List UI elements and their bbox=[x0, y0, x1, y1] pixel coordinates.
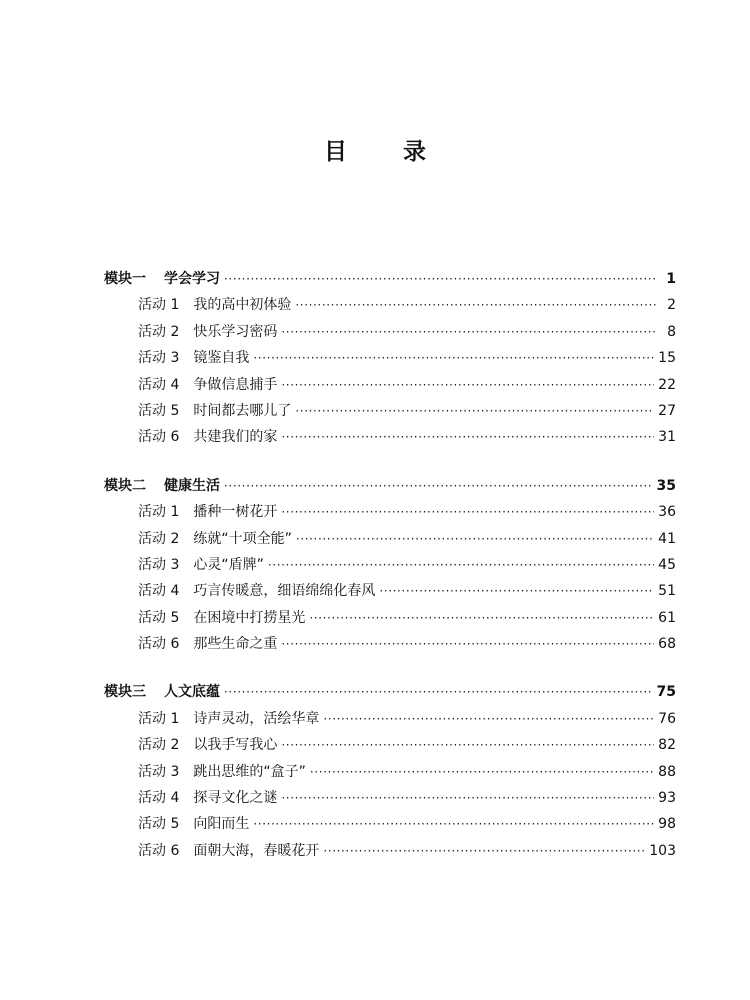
activity-entry[interactable] bbox=[104, 424, 676, 450]
dot-leader bbox=[268, 552, 654, 578]
module-label bbox=[104, 266, 220, 292]
page-number: 51 bbox=[658, 583, 676, 600]
activity-number: 活动 4 bbox=[138, 790, 180, 807]
activity-entry[interactable] bbox=[104, 811, 676, 837]
activity-number: 活动 6 bbox=[138, 429, 180, 446]
activity-entry[interactable] bbox=[104, 605, 676, 631]
page-title: 目 录 bbox=[323, 139, 450, 165]
page-number: 8 bbox=[667, 323, 676, 340]
module-heading[interactable] bbox=[104, 266, 676, 292]
activity-entry[interactable] bbox=[104, 499, 676, 525]
activity-entry[interactable] bbox=[104, 292, 676, 318]
activity-entry[interactable] bbox=[104, 732, 676, 758]
activity-number: 活动 3 bbox=[138, 763, 180, 780]
page-number: 98 bbox=[658, 816, 676, 833]
dot-leader bbox=[295, 398, 654, 424]
activity-number: 活动 4 bbox=[138, 583, 180, 600]
activity-label bbox=[138, 706, 319, 732]
activity-label bbox=[138, 292, 291, 318]
activity-number: 活动 5 bbox=[138, 816, 180, 833]
activity-name: 那些生命之重 bbox=[193, 636, 278, 653]
activity-label bbox=[138, 759, 306, 785]
activity-name: 在困境中打捞星光 bbox=[193, 609, 306, 626]
page-number: 31 bbox=[658, 429, 676, 446]
activity-number: 活动 2 bbox=[138, 737, 180, 754]
activity-entry[interactable] bbox=[104, 759, 676, 785]
module-name: 学会学习 bbox=[164, 270, 220, 287]
dot-leader bbox=[224, 266, 658, 292]
activity-number: 活动 2 bbox=[138, 323, 180, 340]
activity-number: 活动 1 bbox=[138, 710, 180, 727]
activity-name: 面朝大海，春暖花开 bbox=[193, 842, 320, 859]
module-number: 模块三 bbox=[104, 684, 146, 701]
activity-entry[interactable] bbox=[104, 838, 676, 864]
page-number: 2 bbox=[667, 297, 676, 314]
page-number: 82 bbox=[658, 737, 676, 754]
page-number: 1 bbox=[666, 270, 676, 287]
activity-name: 争做信息捕手 bbox=[193, 376, 278, 393]
activity-name: 时间都去哪儿了 bbox=[193, 402, 292, 419]
activity-label bbox=[138, 372, 277, 398]
dot-leader bbox=[253, 811, 654, 837]
activity-label bbox=[138, 499, 277, 525]
module-1 bbox=[104, 266, 676, 451]
activity-label bbox=[138, 785, 277, 811]
page-number: 15 bbox=[658, 350, 676, 367]
dot-leader bbox=[295, 292, 658, 318]
activity-number: 活动 5 bbox=[138, 402, 180, 419]
activity-number: 活动 4 bbox=[138, 376, 180, 393]
activity-entry[interactable] bbox=[104, 372, 676, 398]
dot-leader bbox=[281, 499, 654, 525]
page-number: 103 bbox=[649, 842, 676, 859]
activity-number: 活动 3 bbox=[138, 350, 180, 367]
activity-label bbox=[138, 319, 277, 345]
activity-name: 诗声灵动，活绘华章 bbox=[193, 710, 320, 727]
module-name: 人文底蕴 bbox=[164, 684, 220, 701]
page-number: 93 bbox=[658, 790, 676, 807]
page-number: 35 bbox=[656, 477, 676, 494]
dot-leader bbox=[281, 732, 654, 758]
page-number: 22 bbox=[658, 376, 676, 393]
activity-name: 探寻文化之谜 bbox=[193, 790, 278, 807]
activity-name: 跳出思维的“盒子” bbox=[193, 763, 306, 780]
page-number: 45 bbox=[658, 556, 676, 573]
activity-entry[interactable] bbox=[104, 398, 676, 424]
dot-leader bbox=[323, 838, 645, 864]
activity-entry[interactable] bbox=[104, 526, 676, 552]
activity-name: 快乐学习密码 bbox=[193, 323, 278, 340]
activity-number: 活动 3 bbox=[138, 556, 180, 573]
activity-label bbox=[138, 605, 305, 631]
activity-entry[interactable] bbox=[104, 345, 676, 371]
activity-number: 活动 2 bbox=[138, 530, 180, 547]
activity-entry[interactable] bbox=[104, 578, 676, 604]
dot-leader bbox=[309, 605, 654, 631]
dot-leader bbox=[323, 706, 654, 732]
dot-leader bbox=[281, 631, 654, 657]
activity-number: 活动 5 bbox=[138, 609, 180, 626]
dot-leader bbox=[310, 759, 654, 785]
activity-entry[interactable] bbox=[104, 552, 676, 578]
activity-name: 巧言传暖意，细语绵绵化春风 bbox=[193, 583, 376, 600]
page-number: 61 bbox=[658, 609, 676, 626]
activity-name: 共建我们的家 bbox=[193, 429, 278, 446]
module-heading[interactable] bbox=[104, 473, 676, 499]
activity-entry[interactable] bbox=[104, 785, 676, 811]
activity-name: 我的高中初体验 bbox=[193, 297, 292, 314]
activity-label bbox=[138, 345, 249, 371]
page-number: 27 bbox=[658, 402, 676, 419]
dot-leader bbox=[281, 372, 654, 398]
module-label bbox=[104, 473, 220, 499]
activity-name: 向阳而生 bbox=[193, 816, 250, 833]
dot-leader bbox=[281, 319, 658, 345]
dot-leader bbox=[224, 679, 653, 705]
page-number: 36 bbox=[658, 504, 676, 521]
activity-label bbox=[138, 526, 292, 552]
dot-leader bbox=[224, 473, 653, 499]
activity-label bbox=[138, 398, 291, 424]
activity-name: 播种一树花开 bbox=[193, 504, 278, 521]
dot-leader bbox=[281, 424, 654, 450]
activity-number: 活动 1 bbox=[138, 297, 180, 314]
activity-name: 练就“十项全能” bbox=[193, 530, 292, 547]
dot-leader bbox=[296, 526, 654, 552]
activity-entry[interactable] bbox=[104, 706, 676, 732]
dot-leader bbox=[379, 578, 654, 604]
module-3 bbox=[104, 679, 676, 864]
activity-label bbox=[138, 838, 319, 864]
module-heading[interactable] bbox=[104, 679, 676, 705]
module-number: 模块二 bbox=[104, 477, 146, 494]
page-number: 75 bbox=[656, 684, 676, 701]
activity-label bbox=[138, 578, 375, 604]
dot-leader bbox=[253, 345, 654, 371]
activity-label bbox=[138, 424, 277, 450]
module-2 bbox=[104, 473, 676, 658]
module-number: 模块一 bbox=[104, 270, 146, 287]
page-number: 76 bbox=[658, 710, 676, 727]
page-number: 88 bbox=[658, 763, 676, 780]
activity-label bbox=[138, 811, 249, 837]
module-name: 健康生活 bbox=[164, 477, 220, 494]
activity-label bbox=[138, 631, 277, 657]
activity-entry[interactable] bbox=[104, 319, 676, 345]
activity-name: 镜鉴自我 bbox=[193, 350, 250, 367]
activity-label bbox=[138, 732, 277, 758]
activity-number: 活动 6 bbox=[138, 636, 180, 653]
activity-name: 心灵“盾牌” bbox=[193, 556, 264, 573]
dot-leader bbox=[281, 785, 654, 811]
table-of-contents bbox=[104, 266, 676, 886]
module-label bbox=[104, 679, 220, 705]
activity-label bbox=[138, 552, 264, 578]
activity-number: 活动 1 bbox=[138, 504, 180, 521]
page-number: 68 bbox=[658, 636, 676, 653]
activity-number: 活动 6 bbox=[138, 842, 180, 859]
activity-name: 以我手写我心 bbox=[193, 737, 278, 754]
activity-entry[interactable] bbox=[104, 631, 676, 657]
page-number: 41 bbox=[658, 530, 676, 547]
